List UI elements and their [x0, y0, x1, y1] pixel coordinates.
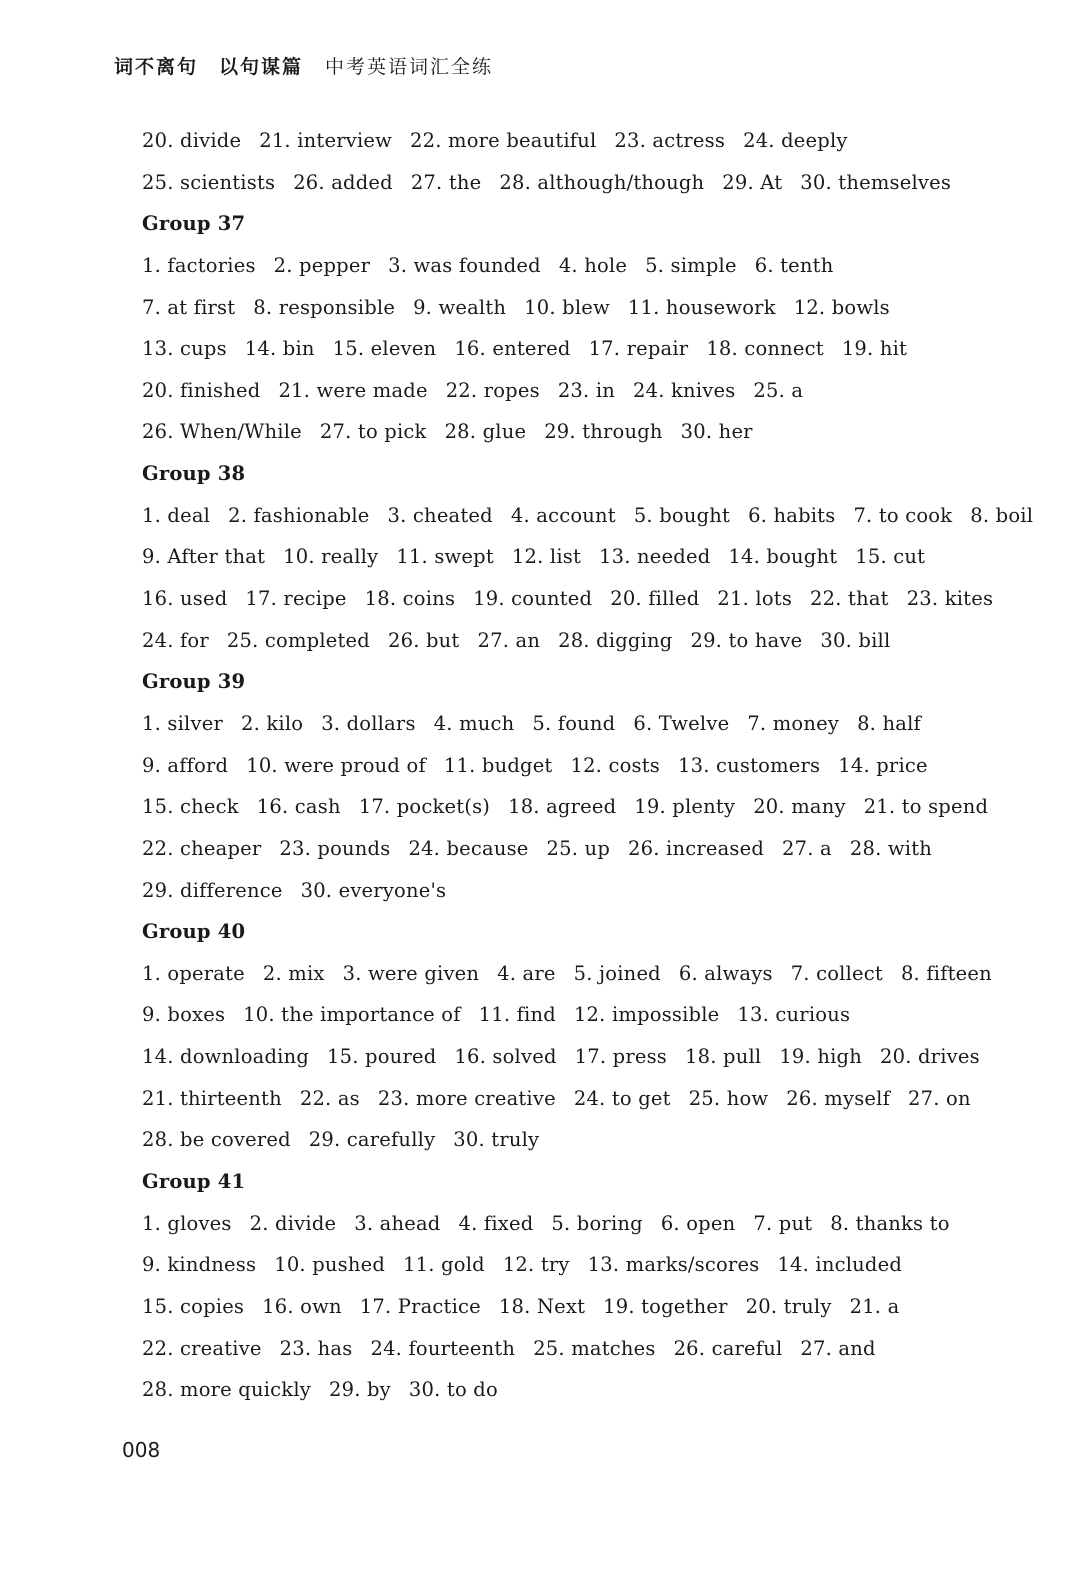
answer-item: 12. impossible	[573, 1003, 720, 1027]
answer-item: 2. divide	[249, 1211, 337, 1235]
answer-item: 5. boring	[551, 1211, 643, 1235]
answer-item: 21. lots	[717, 587, 793, 611]
answer-item: 3. dollars	[321, 711, 416, 735]
answer-item: 28. glue	[444, 420, 527, 444]
answer-line	[142, 953, 1002, 995]
answer-item: 4. hole	[558, 253, 628, 277]
answer-item: 13. marks/scores	[587, 1253, 760, 1277]
answer-item: 18. connect	[706, 337, 824, 361]
answer-item: 23. has	[279, 1336, 353, 1360]
answer-item: 17. repair	[588, 337, 689, 361]
answer-item: 24. because	[408, 836, 529, 860]
answer-item: 27. an	[477, 628, 541, 652]
answer-item: 4. are	[497, 961, 556, 985]
answer-item: 29. to have	[690, 628, 803, 652]
answer-item: 2. pepper	[273, 253, 371, 277]
answer-item: 6. Twelve	[633, 711, 730, 735]
answer-item: 3. was founded	[388, 253, 541, 277]
answer-item: 2. kilo	[240, 711, 304, 735]
answer-item: 27. the	[410, 170, 482, 194]
answer-item: 15. check	[142, 795, 239, 819]
answer-item: 26. added	[293, 170, 393, 194]
answer-item: 9. After that	[142, 545, 266, 569]
answer-line	[142, 1119, 1002, 1161]
answer-item: 13. customers	[678, 753, 821, 777]
group-heading: Group 38	[142, 462, 246, 486]
answer-item: 6. always	[678, 961, 773, 985]
group-heading: Group 39	[142, 670, 246, 694]
answer-item: 14. bought	[728, 545, 838, 569]
answer-item: 23. more creative	[377, 1086, 556, 1110]
answer-line	[142, 994, 1002, 1036]
answer-line	[142, 1369, 1002, 1411]
answer-item: 16. solved	[454, 1045, 557, 1069]
answer-item: 28. more quickly	[142, 1378, 311, 1402]
answer-item: 24. fourteenth	[370, 1336, 516, 1360]
group-heading: Group 40	[142, 920, 246, 944]
answer-item: 30. truly	[453, 1128, 540, 1152]
page-number: 008	[122, 1438, 161, 1462]
answer-item: 20. drives	[879, 1045, 980, 1069]
answer-item: 7. put	[753, 1211, 813, 1235]
answer-item: 23. pounds	[279, 836, 391, 860]
answer-item: 10. blew	[524, 295, 610, 319]
answer-item: 24. deeply	[743, 129, 848, 152]
page-header	[114, 52, 493, 79]
answer-item: 3. cheated	[387, 503, 493, 527]
header-title: 中考英语词汇全练	[325, 56, 494, 78]
answer-item: 26. increased	[628, 836, 765, 860]
answer-item: 1. silver	[142, 711, 223, 735]
answer-item: 11. budget	[443, 753, 553, 777]
answer-item: 19. together	[603, 1294, 728, 1318]
answer-line	[142, 1078, 1002, 1120]
answer-item: 5. found	[532, 711, 616, 735]
answer-item: 29. by	[328, 1378, 391, 1402]
answer-item: 30. themselves	[800, 170, 952, 194]
answer-item: 10. pushed	[274, 1253, 386, 1277]
answer-item: 12. list	[511, 545, 582, 569]
answer-item: 14. included	[777, 1253, 903, 1277]
answer-item: 24. knives	[633, 378, 736, 402]
answer-item: 1. gloves	[142, 1211, 232, 1235]
answer-line	[142, 1036, 1002, 1078]
answer-item: 22. as	[299, 1086, 360, 1110]
answer-line	[142, 870, 1002, 912]
answer-key-content	[142, 120, 1034, 1411]
answer-item: 10. the importance of	[243, 1003, 461, 1027]
answer-item: 24. to get	[573, 1086, 671, 1110]
answer-item: 17. recipe	[245, 587, 347, 611]
answer-item: 7. money	[747, 711, 840, 735]
answer-item: 12. costs	[570, 753, 660, 777]
answer-item: 29. through	[544, 420, 663, 444]
answer-item: 25. scientists	[142, 170, 276, 194]
answer-item: 22. that	[810, 587, 889, 611]
answer-item: 15. poured	[327, 1045, 437, 1069]
answer-item: 25. how	[688, 1086, 769, 1110]
answer-line	[142, 245, 1002, 287]
answer-item: 19. high	[779, 1045, 862, 1069]
answer-item: 5. joined	[573, 961, 661, 985]
answer-item: 9. boxes	[142, 1003, 226, 1027]
answer-item: 4. fixed	[458, 1211, 534, 1235]
answer-item: 28. although/though	[499, 170, 705, 194]
answer-item: 29. carefully	[308, 1128, 436, 1152]
answer-item: 15. eleven	[332, 337, 437, 361]
answer-line	[142, 536, 1002, 578]
answer-item: 4. much	[433, 711, 515, 735]
answer-item: 27. a	[782, 836, 832, 860]
answer-item: 14. price	[838, 753, 928, 777]
answer-item: 10. were proud of	[246, 753, 426, 777]
answer-item: 11. swept	[396, 545, 494, 569]
answer-item: 1. deal	[142, 503, 211, 527]
answer-item: 19. counted	[473, 587, 593, 611]
answer-item: 15. copies	[142, 1294, 245, 1318]
answer-item: 8. thanks to	[830, 1211, 950, 1235]
answer-item: 1. factories	[142, 253, 256, 277]
answer-item: 8. boil	[970, 503, 1034, 527]
answer-item: 20. finished	[142, 378, 261, 402]
group-heading: Group 41	[142, 1170, 246, 1194]
answer-line	[142, 1286, 1002, 1328]
answer-item: 25. up	[546, 836, 610, 860]
answer-item: 25. completed	[226, 628, 370, 652]
answer-item: 8. fifteen	[900, 961, 992, 985]
answer-item: 11. housework	[627, 295, 776, 319]
answer-item: 1. operate	[142, 961, 245, 985]
answer-item: 20. filled	[610, 587, 700, 611]
answer-item: 9. kindness	[142, 1253, 257, 1277]
answer-item: 18. coins	[364, 587, 456, 611]
answer-line	[142, 1328, 1002, 1370]
answer-item: 23. actress	[614, 129, 726, 152]
answer-item: 6. habits	[748, 503, 836, 527]
answer-item: 21. were made	[278, 378, 428, 402]
answer-item: 14. bin	[244, 337, 315, 361]
answer-item: 24. for	[142, 628, 209, 652]
answer-item: 22. creative	[142, 1336, 262, 1360]
answer-item: 28. digging	[558, 628, 673, 652]
answer-line	[142, 703, 1002, 745]
answer-line	[142, 495, 1034, 537]
answer-item: 19. plenty	[634, 795, 736, 819]
answer-item: 26. myself	[786, 1086, 891, 1110]
answer-line	[142, 620, 1002, 662]
answer-item: 17. press	[574, 1045, 667, 1069]
answer-item: 28. be covered	[142, 1128, 291, 1152]
answer-item: 20. truly	[745, 1294, 832, 1318]
answer-line	[142, 745, 1002, 787]
answer-item: 8. half	[857, 711, 921, 735]
answer-item: 12. try	[502, 1253, 570, 1277]
answer-item: 8. responsible	[253, 295, 396, 319]
answer-line	[142, 370, 1002, 412]
answer-item: 21. interview	[259, 129, 393, 152]
answer-item: 13. cups	[142, 337, 227, 361]
answer-item: 27. to pick	[319, 420, 427, 444]
answer-item: 9. afford	[142, 753, 229, 777]
answer-item: 22. cheaper	[142, 836, 262, 860]
answer-item: 6. open	[660, 1211, 736, 1235]
answer-item: 16. own	[262, 1294, 342, 1318]
answer-item: 30. everyone's	[300, 878, 447, 902]
answer-item: 18. pull	[685, 1045, 762, 1069]
answer-item: 26. When/While	[142, 420, 302, 444]
answer-item: 16. used	[142, 587, 228, 611]
answer-item: 17. pocket(s)	[358, 795, 491, 819]
answer-item: 12. bowls	[793, 295, 890, 319]
answer-item: 18. Next	[498, 1294, 586, 1318]
answer-item: 21. thirteenth	[142, 1086, 282, 1110]
answer-item: 30. her	[680, 420, 753, 444]
answer-item: 22. more beautiful	[410, 129, 597, 152]
answer-item: 16. entered	[454, 337, 571, 361]
answer-item: 30. to do	[408, 1378, 498, 1402]
answer-item: 5. bought	[633, 503, 731, 527]
answer-item: 14. downloading	[142, 1045, 310, 1069]
answer-item: 20. divide	[142, 129, 242, 152]
group-heading: Group 37	[142, 212, 246, 236]
answer-item: 23. kites	[906, 587, 994, 611]
answer-line	[142, 786, 1002, 828]
answer-item: 27. on	[908, 1086, 971, 1110]
answer-item: 26. but	[387, 628, 460, 652]
answer-item: 10. really	[283, 545, 379, 569]
answer-item: 16. cash	[256, 795, 341, 819]
answer-item: 22. ropes	[445, 378, 540, 402]
answer-line	[142, 1244, 1002, 1286]
answer-item: 7. collect	[790, 961, 883, 985]
answer-item: 27. and	[800, 1336, 876, 1360]
answer-item: 26. careful	[673, 1336, 783, 1360]
answer-item: 21. a	[849, 1294, 900, 1318]
answer-item: 2. fashionable	[228, 503, 370, 527]
answer-item: 13. needed	[599, 545, 711, 569]
answer-item: 29. At	[722, 170, 783, 194]
answer-item: 23. in	[557, 378, 616, 402]
answer-item: 11. gold	[403, 1253, 485, 1277]
answer-line	[142, 1203, 1002, 1245]
answer-item: 4. account	[510, 503, 616, 527]
answer-line	[142, 828, 1002, 870]
answer-item: 9. wealth	[413, 295, 507, 319]
answer-item: 19. hit	[841, 337, 908, 361]
answer-item: 25. a	[753, 378, 804, 402]
answer-item: 6. tenth	[754, 253, 834, 277]
answer-line	[142, 162, 1002, 204]
answer-item: 21. to spend	[863, 795, 989, 819]
answer-item: 3. ahead	[354, 1211, 441, 1235]
answer-item: 2. mix	[262, 961, 325, 985]
answer-line	[142, 287, 1002, 329]
answer-item: 17. Practice	[359, 1294, 481, 1318]
answer-item: 13. curious	[737, 1003, 851, 1027]
answer-item: 3. were given	[342, 961, 480, 985]
answer-item: 20. many	[753, 795, 846, 819]
answer-item: 25. matches	[533, 1336, 656, 1360]
answer-item: 18. agreed	[508, 795, 617, 819]
header-title-bold: 词不离句 以句谋篇	[114, 56, 304, 78]
answer-item: 7. to cook	[853, 503, 953, 527]
answer-item: 29. difference	[142, 878, 283, 902]
answer-line	[142, 411, 1002, 453]
answer-line	[142, 328, 1002, 370]
answer-item: 11. find	[478, 1003, 556, 1027]
answer-line	[142, 120, 1002, 162]
answer-item: 15. cut	[855, 545, 926, 569]
answer-item: 5. simple	[645, 253, 737, 277]
answer-item: 28. with	[849, 836, 933, 860]
answer-item: 30. bill	[820, 628, 891, 652]
answer-line	[142, 578, 1002, 620]
answer-item: 7. at first	[142, 295, 236, 319]
